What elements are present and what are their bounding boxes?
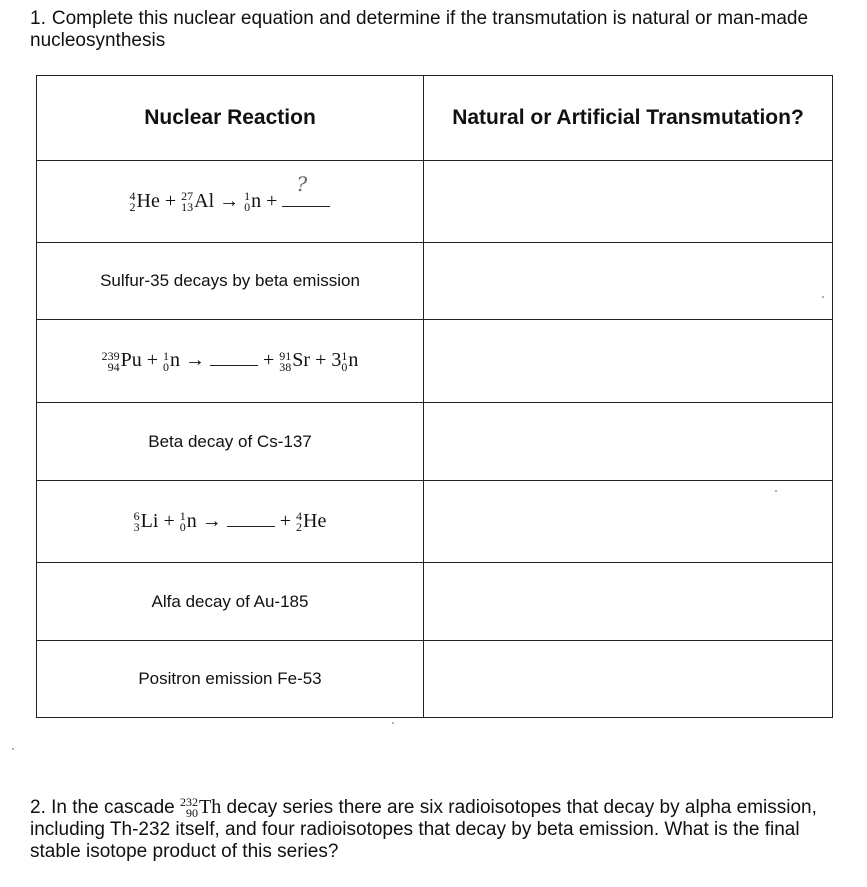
answer-cell[interactable] [424, 563, 833, 641]
reaction-cell: Alfa decay of Au-185 [37, 563, 424, 641]
atomic-number: 3 [133, 520, 140, 535]
answer-cell[interactable] [424, 320, 833, 403]
question-1-text: Complete this nuclear equation and determine if the transmutation is natural or man-made nucleosynthesis [30, 8, 809, 51]
equation-1 [129, 171, 331, 215]
answer-cell[interactable] [424, 641, 833, 718]
equation-2 [101, 348, 359, 374]
mass-number: 232 [180, 795, 199, 810]
table-row [37, 563, 833, 641]
answer-blank[interactable] [210, 351, 258, 366]
element-symbol: n [170, 349, 181, 372]
mass-number: 1 [163, 348, 170, 363]
element-symbol: Al [194, 189, 215, 212]
thorium-notation [180, 795, 222, 821]
question-2-intro: In the cascade [51, 797, 175, 818]
question-2 [30, 796, 850, 863]
header-transmutation: Natural or Artificial Transmutation? [424, 76, 833, 161]
reaction-cell: Beta decay of Cs-137 [37, 403, 424, 481]
reaction-arrow: → [201, 509, 222, 532]
atomic-number: 94 [107, 359, 120, 374]
mass-number: 1 [341, 348, 348, 363]
atomic-number: 38 [279, 359, 292, 374]
mass-number: 27 [181, 189, 194, 204]
answer-cell[interactable] [424, 243, 833, 320]
mass-number: 6 [133, 509, 140, 524]
mass-number: 91 [279, 348, 292, 363]
reaction-cell: Sulfur-35 decays by beta emission [37, 243, 424, 320]
element-symbol: n [348, 349, 359, 372]
equation-3 [133, 509, 327, 535]
reaction-arrow: → [219, 189, 240, 212]
header-nuclear-reaction: Nuclear Reaction [37, 76, 424, 161]
reaction-cell [37, 320, 424, 403]
mass-number: 239 [101, 348, 120, 363]
plus-sign: + [146, 349, 159, 372]
element-symbol: n [251, 189, 262, 212]
scan-speck [822, 296, 824, 298]
question-2-text: decay series there are six radioisotopes that decay by alpha emission, including Th-232 itself, and four radioisotopes that decay by beta emission. What is the final stable isotope product of this series? [30, 797, 817, 863]
table-row [37, 161, 833, 243]
element-symbol: Th [199, 796, 222, 818]
table-row [37, 320, 833, 403]
atomic-number: 13 [181, 200, 194, 215]
plus-sign: + [315, 349, 327, 372]
atomic-number: 0 [341, 359, 348, 374]
answer-cell[interactable] [424, 403, 833, 481]
plus-sign: + [266, 189, 278, 212]
mass-number: 1 [244, 189, 251, 204]
atomic-number: 0 [163, 359, 170, 374]
table-header-row [37, 76, 833, 161]
coefficient: 3 [331, 349, 342, 372]
answer-blank[interactable] [227, 512, 275, 527]
atomic-number: 0 [179, 520, 186, 535]
table-row [37, 641, 833, 718]
plus-sign: + [263, 349, 275, 372]
plus-sign: + [164, 189, 177, 212]
reaction-cell [37, 481, 424, 563]
question-2-number: 2. [30, 797, 46, 818]
answer-blank[interactable] [282, 171, 330, 207]
table-row [37, 481, 833, 563]
mass-number: 1 [179, 509, 186, 524]
atomic-number: 90 [186, 806, 199, 821]
scan-speck [775, 490, 777, 492]
element-symbol: Pu [120, 349, 142, 372]
reaction-table [36, 75, 833, 718]
question-1 [30, 8, 830, 52]
answer-cell[interactable] [424, 161, 833, 243]
mass-number: 4 [296, 509, 302, 524]
atomic-number: 2 [296, 520, 302, 535]
mass-number: 4 [129, 189, 136, 204]
element-symbol: He [136, 189, 160, 212]
handwritten-question-mark: ? [296, 171, 308, 196]
question-1-number: 1. [30, 8, 46, 29]
element-symbol: He [303, 509, 327, 532]
plus-sign: + [279, 509, 291, 532]
element-symbol: n [186, 509, 197, 532]
scan-speck [392, 722, 394, 724]
table-row [37, 243, 833, 320]
table-row [37, 403, 833, 481]
atomic-number: 0 [244, 200, 251, 215]
answer-cell[interactable] [424, 481, 833, 563]
atomic-number: 2 [129, 200, 136, 215]
element-symbol: Sr [292, 349, 311, 372]
scan-speck [12, 748, 14, 750]
reaction-cell [37, 161, 424, 243]
element-symbol: Li [140, 509, 159, 532]
reaction-cell: Positron emission Fe-53 [37, 641, 424, 718]
reaction-arrow: → [185, 349, 206, 372]
plus-sign: + [163, 509, 175, 532]
